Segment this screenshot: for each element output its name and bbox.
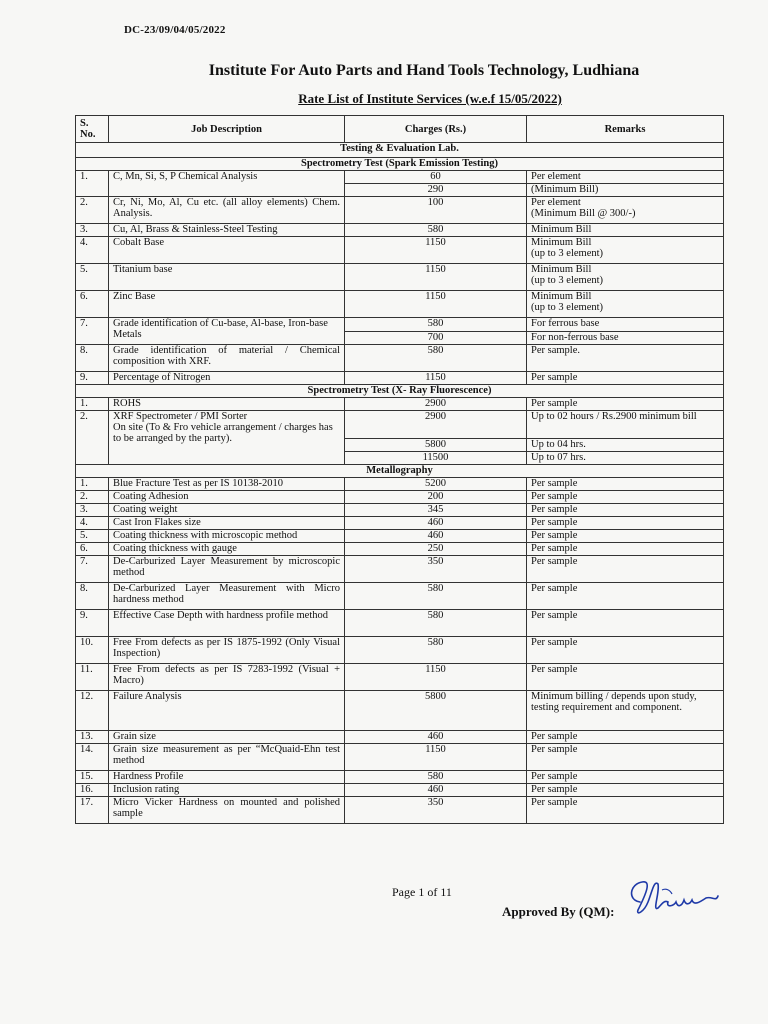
charges: 2900	[345, 398, 527, 411]
serial-number: 17.	[76, 797, 109, 824]
serial-number: 4.	[76, 517, 109, 530]
rate-table-body	[76, 116, 724, 824]
job-description: Cobalt Base	[109, 237, 345, 264]
section-spark-emission: Spectrometry Test (Spark Emission Testing)	[76, 158, 724, 171]
remarks: Per sample	[527, 771, 724, 784]
job-description: ROHS	[109, 398, 345, 411]
charges: 1150	[345, 291, 527, 318]
serial-number: 15.	[76, 771, 109, 784]
job-description: Effective Case Depth with hardness profile method	[109, 610, 345, 637]
table-row	[76, 491, 724, 504]
table-row	[76, 478, 724, 491]
job-description: C, Mn, Si, S, P Chemical Analysis	[109, 171, 345, 197]
table-row	[76, 543, 724, 556]
charges: 580	[345, 224, 527, 237]
charges: 1150	[345, 744, 527, 771]
serial-number: 3.	[76, 504, 109, 517]
charges: 580	[345, 318, 527, 332]
section-xray-fluorescence-row	[76, 385, 724, 398]
charges: 250	[345, 543, 527, 556]
remarks: Per sample	[527, 517, 724, 530]
job-description: Hardness Profile	[109, 771, 345, 784]
remarks: Up to 07 hrs.	[527, 452, 724, 465]
remarks: (Minimum Bill)	[527, 184, 724, 197]
table-row	[76, 556, 724, 583]
serial-number: 8.	[76, 583, 109, 610]
charges: 1150	[345, 372, 527, 385]
charges: 700	[345, 332, 527, 345]
charges: 1150	[345, 237, 527, 264]
table-row	[76, 237, 724, 264]
serial-number: 7.	[76, 556, 109, 583]
table-row	[76, 372, 724, 385]
charges: 60	[345, 171, 527, 184]
remarks: Per sample	[527, 504, 724, 517]
charges: 5800	[345, 439, 527, 452]
serial-number: 2.	[76, 491, 109, 504]
job-description: Free From defects as per IS 7283-1992 (Visual + Macro)	[109, 664, 345, 691]
table-header-row	[76, 116, 724, 143]
remarks: Minimum Bill	[527, 224, 724, 237]
table-row	[76, 504, 724, 517]
job-description: Inclusion rating	[109, 784, 345, 797]
rate-table	[75, 115, 724, 824]
charges: 580	[345, 345, 527, 372]
serial-number: 1.	[76, 171, 109, 197]
remarks: Up to 02 hours / Rs.2900 minimum bill	[527, 411, 724, 439]
charges: 2900	[345, 411, 527, 439]
table-row	[76, 291, 724, 318]
serial-number: 8.	[76, 345, 109, 372]
remarks: Minimum Bill (up to 3 element)	[527, 291, 724, 318]
job-description: Coating thickness with gauge	[109, 543, 345, 556]
remarks: Minimum Bill (up to 3 element)	[527, 264, 724, 291]
section-metallography: Metallography	[76, 465, 724, 478]
job-description: Coating Adhesion	[109, 491, 345, 504]
job-description: Cast Iron Flakes size	[109, 517, 345, 530]
charges: 345	[345, 504, 527, 517]
charges: 5800	[345, 691, 527, 731]
table-row	[76, 264, 724, 291]
serial-number: 11.	[76, 664, 109, 691]
remarks: Per sample	[527, 478, 724, 491]
remarks: Minimum billing / depends upon study, testing requirement and component.	[527, 691, 724, 731]
remarks: Per sample	[527, 744, 724, 771]
table-row	[76, 318, 724, 332]
column-header-sno: S. No.	[76, 116, 109, 143]
charges: 1150	[345, 664, 527, 691]
remarks: Per sample	[527, 491, 724, 504]
organization-title: Institute For Auto Parts and Hand Tools Technology, Ludhiana	[208, 62, 640, 79]
serial-number: 9.	[76, 610, 109, 637]
charges: 290	[345, 184, 527, 197]
remarks: Minimum Bill (up to 3 element)	[527, 237, 724, 264]
charges: 350	[345, 556, 527, 583]
table-row	[76, 784, 724, 797]
charges: 350	[345, 797, 527, 824]
column-header-charges: Charges (Rs.)	[345, 116, 527, 143]
remarks: Per element	[527, 171, 724, 184]
job-description: Grade identification of material / Chemical composition with XRF.	[109, 345, 345, 372]
job-description: Grade identification of Cu-base, Al-base, Iron-base Metals	[109, 318, 345, 345]
job-description: Coating thickness with microscopic method	[109, 530, 345, 543]
serial-number: 9.	[76, 372, 109, 385]
job-description: Titanium base	[109, 264, 345, 291]
remarks: Per sample.	[527, 345, 724, 372]
remarks: Per sample	[527, 637, 724, 664]
section-xray-fluorescence: Spectrometry Test (X- Ray Fluorescence)	[76, 385, 724, 398]
remarks: Per sample	[527, 784, 724, 797]
job-description: Percentage of Nitrogen	[109, 372, 345, 385]
charges: 200	[345, 491, 527, 504]
charges: 1150	[345, 264, 527, 291]
table-row	[76, 398, 724, 411]
charges: 460	[345, 731, 527, 744]
approved-by-label: Approved By (QM):	[502, 904, 615, 919]
job-description: Cr, Ni, Mo, Al, Cu etc. (all alloy elements) Chem. Analysis.	[109, 197, 345, 224]
table-row	[76, 664, 724, 691]
serial-number: 4.	[76, 237, 109, 264]
table-row	[76, 744, 724, 771]
remarks: Per element (Minimum Bill @ 300/-)	[527, 197, 724, 224]
serial-number: 6.	[76, 291, 109, 318]
page-number: Page 1 of 11	[392, 885, 452, 899]
serial-number: 1.	[76, 398, 109, 411]
remarks: Per sample	[527, 556, 724, 583]
column-header-description: Job Description	[109, 116, 345, 143]
job-description: Blue Fracture Test as per IS 10138-2010	[109, 478, 345, 491]
job-description: Micro Vicker Hardness on mounted and polished sample	[109, 797, 345, 824]
rate-list-title: Rate List of Institute Services (w.e.f 15/05/2022)	[298, 91, 562, 106]
section-metallography-row	[76, 465, 724, 478]
serial-number: 5.	[76, 264, 109, 291]
table-row	[76, 411, 724, 439]
job-description: Coating weight	[109, 504, 345, 517]
job-description: Grain size	[109, 731, 345, 744]
table-row	[76, 224, 724, 237]
serial-number: 6.	[76, 543, 109, 556]
section-spark-emission-row	[76, 158, 724, 171]
remarks: Per sample	[527, 543, 724, 556]
job-description: Free From defects as per IS 1875-1992 (Only Visual Inspection)	[109, 637, 345, 664]
table-row	[76, 797, 724, 824]
remarks: Per sample	[527, 530, 724, 543]
job-description: De-Carburized Layer Measurement by microscopic method	[109, 556, 345, 583]
job-description: Grain size measurement as per “McQuaid-Ehn test method	[109, 744, 345, 771]
table-row	[76, 637, 724, 664]
charges: 100	[345, 197, 527, 224]
remarks: Up to 04 hrs.	[527, 439, 724, 452]
serial-number: 3.	[76, 224, 109, 237]
job-description: De-Carburized Layer Measurement with Micro hardness method	[109, 583, 345, 610]
serial-number: 2.	[76, 411, 109, 465]
table-row	[76, 530, 724, 543]
table-row	[76, 197, 724, 224]
job-description: Zinc Base	[109, 291, 345, 318]
job-description: Cu, Al, Brass & Stainless-Steel Testing	[109, 224, 345, 237]
remarks: Per sample	[527, 731, 724, 744]
charges: 580	[345, 771, 527, 784]
job-description: XRF Spectrometer / PMI Sorter On site (To & Fro vehicle arrangement / charges has to be arranged by the party).	[109, 411, 345, 465]
serial-number: 5.	[76, 530, 109, 543]
serial-number: 7.	[76, 318, 109, 345]
remarks: For ferrous base	[527, 318, 724, 332]
table-row	[76, 691, 724, 731]
remarks: Per sample	[527, 583, 724, 610]
serial-number: 14.	[76, 744, 109, 771]
table-row	[76, 731, 724, 744]
serial-number: 13.	[76, 731, 109, 744]
signature	[622, 872, 722, 922]
serial-number: 2.	[76, 197, 109, 224]
charges: 460	[345, 784, 527, 797]
charges: 580	[345, 610, 527, 637]
remarks: Per sample	[527, 610, 724, 637]
charges: 460	[345, 530, 527, 543]
remarks: Per sample	[527, 664, 724, 691]
charges: 5200	[345, 478, 527, 491]
lab-title: Testing & Evaluation Lab.	[76, 143, 724, 158]
document-reference: DC-23/09/04/05/2022	[124, 24, 226, 36]
charges: 580	[345, 637, 527, 664]
table-row	[76, 345, 724, 372]
remarks: Per sample	[527, 398, 724, 411]
remarks: Per sample	[527, 797, 724, 824]
table-row	[76, 583, 724, 610]
table-row	[76, 771, 724, 784]
table-row	[76, 171, 724, 184]
job-description: Failure Analysis	[109, 691, 345, 731]
lab-title-row	[76, 143, 724, 158]
serial-number: 10.	[76, 637, 109, 664]
charges: 460	[345, 517, 527, 530]
column-header-remarks: Remarks	[527, 116, 724, 143]
table-row	[76, 517, 724, 530]
table-row	[76, 610, 724, 637]
charges: 580	[345, 583, 527, 610]
serial-number: 12.	[76, 691, 109, 731]
remarks: For non-ferrous base	[527, 332, 724, 345]
serial-number: 16.	[76, 784, 109, 797]
remarks: Per sample	[527, 372, 724, 385]
serial-number: 1.	[76, 478, 109, 491]
charges: 11500	[345, 452, 527, 465]
